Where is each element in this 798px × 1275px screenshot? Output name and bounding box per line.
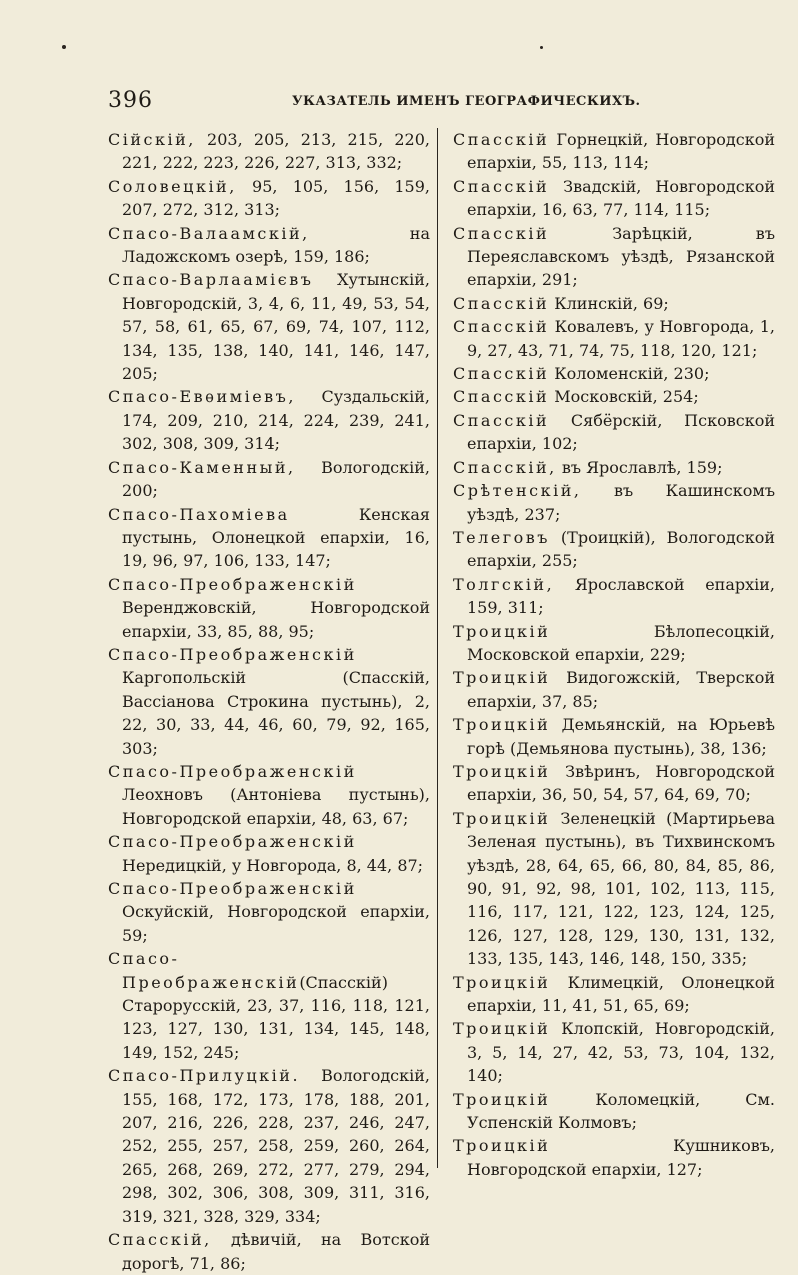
entry-headword: Спасо-Прилуцкій. (108, 1066, 301, 1086)
entry-references: Вологодскій, 155, 168, 172, 173, 178, 188, 201, 207, 216, 226, 228, 237, 246, 247, 252, 255, 257, 258, 259, 260, 264, 265, 268, 269, 272, 277, 279, 294, 298, 302, 306, 308, 309, 311, 316, 319, 321, 328, 329, 334; (122, 1066, 430, 1226)
entry-headword: Спасскій (453, 223, 550, 243)
index-entry (453, 479, 775, 526)
entry-headword: Троицкій (453, 621, 551, 641)
entry-references: (Спасскій) Старорусскій, 23, 37, 116, 118, 121, 123, 127, 130, 131, 134, 145, 148, 149, 152, 245; (122, 972, 430, 1062)
entry-references: Кенская пустынь, Олонецкой епархіи, 16, 19, 96, 97, 106, 133, 147; (122, 504, 430, 571)
index-entry (108, 830, 430, 877)
index-entry (453, 666, 775, 713)
entry-references: Суздальскій, 174, 209, 210, 214, 224, 239, 241, 302, 308, 309, 314; (122, 387, 430, 454)
index-entry (108, 222, 430, 269)
entry-headword: Спасскій (453, 293, 550, 313)
index-entry (453, 573, 775, 620)
entry-headword: Троицкій (453, 972, 551, 992)
entry-references: въ Кашинскомъ уѣздѣ, 237; (467, 481, 775, 524)
entry-headword: Толгскій, (453, 574, 555, 594)
entry-headword: Спасо-Евѳиміевъ, (108, 387, 296, 407)
entry-references: 203, 205, 213, 215, 220, 221, 222, 223, 226, 227, 313, 332; (122, 130, 430, 173)
running-title: УКАЗАТЕЛЬ ИМЕНЪ ГЕОГРАФИЧЕСКИХЪ. (292, 94, 641, 109)
index-entry (453, 315, 775, 362)
index-entry (108, 175, 430, 222)
entry-references: Демьянскій, на Юрьевѣ горѣ (Демьянова пустынь), 38, 136; (467, 715, 775, 758)
entry-references: Московскій, 254; (549, 387, 699, 407)
entry-references: Хутынскій, Новгородскій, 3, 4, 6, 11, 49, 53, 54, 57, 58, 61, 65, 67, 69, 74, 107, 112, 134, 135, 138, 140, 141, 146, 147, 205; (122, 270, 430, 384)
entry-headword: Спасскій (453, 387, 550, 407)
entry-references: Зарѣцкій, въ Переяславскомъ уѣздѣ, Рязанской епархіи, 291; (467, 223, 775, 290)
index-entry (108, 385, 430, 455)
entry-references: Звадскій, Новгородской епархіи, 16, 63, 77, 114, 115; (467, 176, 775, 220)
index-entry (108, 503, 430, 573)
index-entry (453, 971, 775, 1018)
index-entry (108, 643, 430, 760)
entry-references: Сябёрскій, Псковской епархіи, 102; (467, 410, 775, 454)
entry-headword: Спасо-Каменный, (108, 457, 296, 477)
entry-headword: Спасо-Преображенскій (108, 879, 357, 898)
entry-headword: Троицкій (453, 715, 551, 735)
entry-references: 95, 105, 156, 159, 207, 272, 312, 313; (122, 176, 430, 220)
index-entry (453, 526, 775, 573)
entry-headword: Троицкій (453, 1089, 551, 1109)
entry-headword: Соловецкій, (108, 176, 237, 196)
entry-references: Коломецкій, См. Успенскій Колмовъ; (467, 1089, 775, 1133)
index-entry (108, 947, 430, 1064)
entry-references: Кушниковъ, Новгородской епархіи, 127; (467, 1136, 775, 1179)
entry-references: Леохновъ (Антоніева пустынь), Новгородской епархіи, 48, 63, 67; (122, 785, 430, 828)
entry-references: Видогожскій, Тверской епархіи, 37, 85; (467, 668, 775, 711)
entry-headword: Троицкій (453, 761, 551, 781)
entry-headword: Телеговъ (453, 527, 550, 547)
index-entry (453, 1088, 775, 1135)
entry-headword: Спасскій (453, 317, 550, 337)
entry-headword: Спасскій (453, 364, 550, 384)
entry-references: Вологодскій, 200; (122, 457, 430, 501)
index-entry (453, 222, 775, 292)
entry-references: Каргопольскій (Спасскій, Вассіанова Строкина пустынь), 2, 22, 30, 33, 44, 46, 60, 79, 92, 165, 303; (122, 668, 430, 758)
index-entry (453, 713, 775, 760)
index-entry (108, 760, 430, 830)
entry-references: Нередицкій, у Новгорода, 8, 44, 87; (122, 855, 424, 875)
index-entry (453, 1017, 775, 1087)
index-entry (453, 292, 775, 315)
entry-references: Бѣлопесоцкій, Московской епархіи, 229; (467, 621, 775, 664)
index-entry (108, 268, 430, 385)
index-entry (453, 385, 775, 408)
index-entry (453, 760, 775, 807)
index-entry (108, 877, 430, 947)
index-entry (453, 128, 775, 175)
index-entry (453, 1134, 775, 1181)
index-entry (108, 1228, 430, 1275)
entry-headword: Троицкій (453, 668, 551, 688)
entry-headword: Спасскій, (453, 457, 557, 477)
index-entry (108, 573, 430, 643)
entry-headword: Срѣтенскій, (453, 481, 582, 501)
index-entry (108, 456, 430, 503)
index-column-left (108, 128, 430, 1275)
page-header (108, 88, 698, 118)
entry-headword: Спасскій, (108, 1230, 212, 1250)
entry-references: Клопскій, Новгородскій, 3, 5, 14, 27, 42, 53, 73, 104, 132, 140; (467, 1019, 775, 1086)
entry-headword: Спасо-Преображенскій (108, 832, 357, 852)
index-entry (453, 175, 775, 222)
index-entry (453, 362, 775, 385)
index-entry (108, 1064, 430, 1228)
entry-headword: Спасо-Преображенскій (108, 644, 357, 664)
entry-headword: Спасо-Преображенскій (108, 574, 357, 594)
entry-references: дѣвичій, на Вотской дорогѣ, 71, 86; (122, 1230, 430, 1273)
column-divider (437, 128, 438, 1168)
entry-headword: Спасо-Преображенскій (108, 949, 300, 992)
entry-references: Горнецкій, Новгородской епархіи, 55, 113, 114; (467, 130, 775, 173)
entry-headword: Спасо-Преображенскій (108, 761, 357, 781)
entry-references: Ковалевъ, у Новгорода, 1, 9, 27, 43, 71, 74, 75, 118, 120, 121; (467, 317, 775, 360)
entry-headword: Троицкій (453, 1019, 551, 1039)
entry-headword: Спасскій (453, 130, 550, 149)
entry-references: въ Ярославлѣ, 159; (556, 457, 723, 477)
index-entry (453, 807, 775, 971)
entry-references: Ярославской епархіи, 159, 311; (467, 574, 775, 618)
entry-headword: Спасскій (453, 176, 550, 196)
entry-headword: Спасо-Валаамскій, (108, 223, 310, 243)
index-entry (108, 128, 430, 175)
entry-headword: Спасо-Пахоміева (108, 504, 290, 524)
index-entry (453, 456, 775, 479)
entry-headword: Троицкій (453, 1136, 551, 1156)
entry-headword: Троицкій (453, 808, 551, 828)
index-column-right (453, 128, 775, 1181)
entry-references: (Троицкій), Вологодской епархіи, 255; (467, 527, 775, 571)
index-entry (453, 409, 775, 456)
index-entry (453, 620, 775, 667)
entry-headword: Сійскій, (108, 130, 196, 149)
entry-headword: Спасо-Варлаамієвъ (108, 270, 314, 290)
entry-references: Клинскій, 69; (549, 293, 669, 313)
entry-references: Зеленецкій (Мартирьева Зеленая пустынь), въ Тихвинскомъ уѣздѣ, 28, 64, 65, 66, 80, 84, 85, 86, 90, 91, 92, 98, 101, 102, 113, 115, 116, 117, 121, 122, 123, 124, 125, 126, 127, 128, 129, 130, 131, 132, 133, 135, 143, 146, 148, 150, 335; (467, 808, 775, 969)
entry-references: Оскуйскій, Новгородской епархіи, 59; (122, 902, 430, 945)
entry-references: Звѣринъ, Новгородской епархіи, 36, 50, 54, 57, 64, 69, 70; (467, 761, 775, 805)
page-number: 396 (108, 88, 153, 113)
entry-references: Веренджовскій, Новгородской епархіи, 33, 85, 88, 95; (122, 598, 430, 641)
entry-references: Климецкій, Олонецкой епархіи, 11, 41, 51, 65, 69; (467, 972, 775, 1016)
entry-references: Коломенскій, 230; (549, 364, 710, 384)
entry-references: на Ладожскомъ озерѣ, 159, 186; (122, 223, 430, 267)
entry-headword: Спасскій (453, 410, 550, 430)
